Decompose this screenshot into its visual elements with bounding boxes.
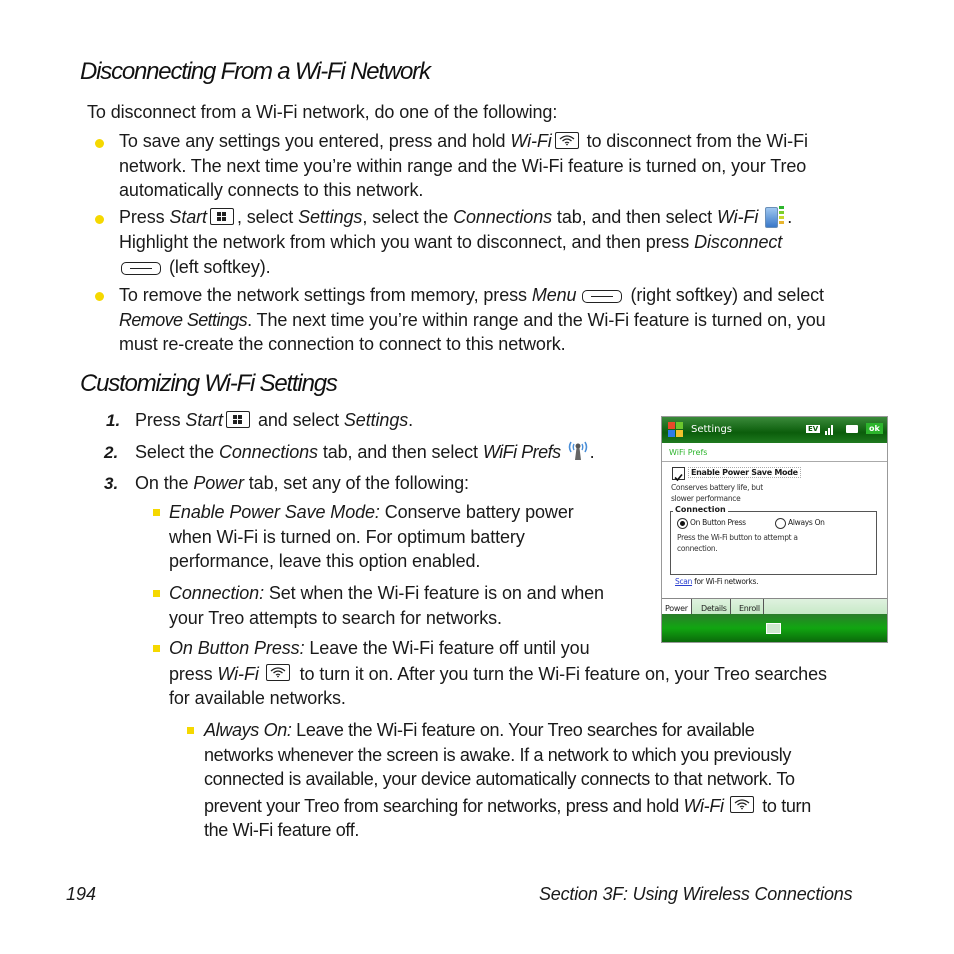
windows-start-key-icon [226,411,250,428]
wifi-key-icon [555,132,579,149]
step-number: 1. [106,411,121,430]
battery-icon [846,425,858,433]
device-subtitle: WiFi Prefs [669,448,708,457]
section-heading-customizing: Customizing Wi-Fi Settings [80,370,337,397]
right-softkey-icon [582,290,622,303]
windows-flag-icon [668,422,684,438]
signal-icon [825,423,837,435]
ok-button[interactable]: ok [866,423,883,434]
checkbox-label[interactable]: Enable Power Save Mode [688,467,801,478]
connection-note: Press the Wi-Fi button to attempt a connection. [677,533,798,553]
connection-group-label: Connection [675,505,726,514]
bullet-icon [95,139,104,148]
bullet-icon [95,215,104,224]
left-softkey-icon [121,262,161,275]
step-item: Select the Connections tab, and then select WiFi Prefs . [135,440,595,465]
option-item: Connection: Set when the Wi-Fi feature is on and when your Treo attempts to search for networks. [169,583,604,628]
device-softkey-bar [662,614,887,642]
step-number: 2. [104,443,119,462]
tab-power[interactable]: Power [662,599,692,619]
radio-label: On Button Press [690,518,746,527]
scan-line: Scan for Wi-Fi networks. [675,577,759,586]
radio-always-on[interactable] [775,518,786,529]
bullet-item: To remove the network settings from memory, press Menu (right softkey) and select Remove Settings. The next time you’re within range and the Wi-Fi feature is turned on, you must re-create the connection to connect to this network. [119,285,826,354]
sub-bullet-icon [153,590,160,597]
bullet-item: To save any settings you entered, press and hold Wi-Fi to disconnect from the Wi-Fi network. The next time you’re within range and the Wi-Fi feature is turned on, your Treo automatically connects to this network. [119,131,808,200]
step-number: 3. [104,474,119,493]
bullet-icon [95,292,104,301]
wifi-app-icon [763,204,787,228]
option-item: Enable Power Save Mode: Conserve battery power when Wi-Fi is turned on. For optimum battery performance, leave this option enabled. [169,502,574,571]
scan-link[interactable]: Scan [675,577,693,586]
option-item: Always On: Leave the Wi-Fi feature on. Your Treo searches for available networks whenever the screen is awake. If a network to which you previously connected is available, your device automatically connects to that network. To prevent your Treo from searching for networks, press and hold Wi-Fi to turn the Wi-Fi feature off. [204,720,811,840]
bullet-item: Press Start , select Settings, select the Connections tab, and then select Wi-Fi . Highlight the network from which you want to disconnect, and then press Disconnect (left softkey). [119,205,899,279]
connection-group [670,505,877,575]
device-title: Settings [691,424,733,435]
wifi-key-icon [730,796,754,813]
wifi-key-icon [266,664,290,681]
windows-start-key-icon [210,208,234,225]
device-screenshot [661,416,888,643]
sub-bullet-icon [153,509,160,516]
ev-indicator: EV [808,425,819,433]
sub-bullet-icon [153,645,160,652]
keyboard-icon[interactable] [766,623,781,634]
radio-on-button-press[interactable] [677,518,688,529]
tab-details[interactable]: Details [698,599,731,619]
option-item: On Button Press: Leave the Wi-Fi feature off until you press Wi-Fi to turn it on. After you turn the Wi-Fi feature on, your Treo searches for available networks. [169,638,827,708]
power-save-checkbox[interactable] [672,467,685,480]
section-heading-disconnecting: Disconnecting From a Wi-Fi Network [80,58,430,85]
sub-bullet-icon [187,727,194,734]
page-number: 194 [66,884,97,904]
step-item: Press Start and select Settings. [135,410,414,430]
tab-enroll[interactable]: Enroll [736,599,764,619]
power-save-description: Conserves battery life, but slower performance [671,483,763,503]
wifi-prefs-antenna-icon [566,438,590,462]
radio-label: Always On [788,518,825,527]
intro-text: To disconnect from a Wi-Fi network, do one of the following: [87,102,558,122]
step-item: On the Power tab, set any of the following: [135,473,469,493]
section-footer: Section 3F: Using Wireless Connections [539,884,853,904]
device-title-bar [662,417,887,443]
